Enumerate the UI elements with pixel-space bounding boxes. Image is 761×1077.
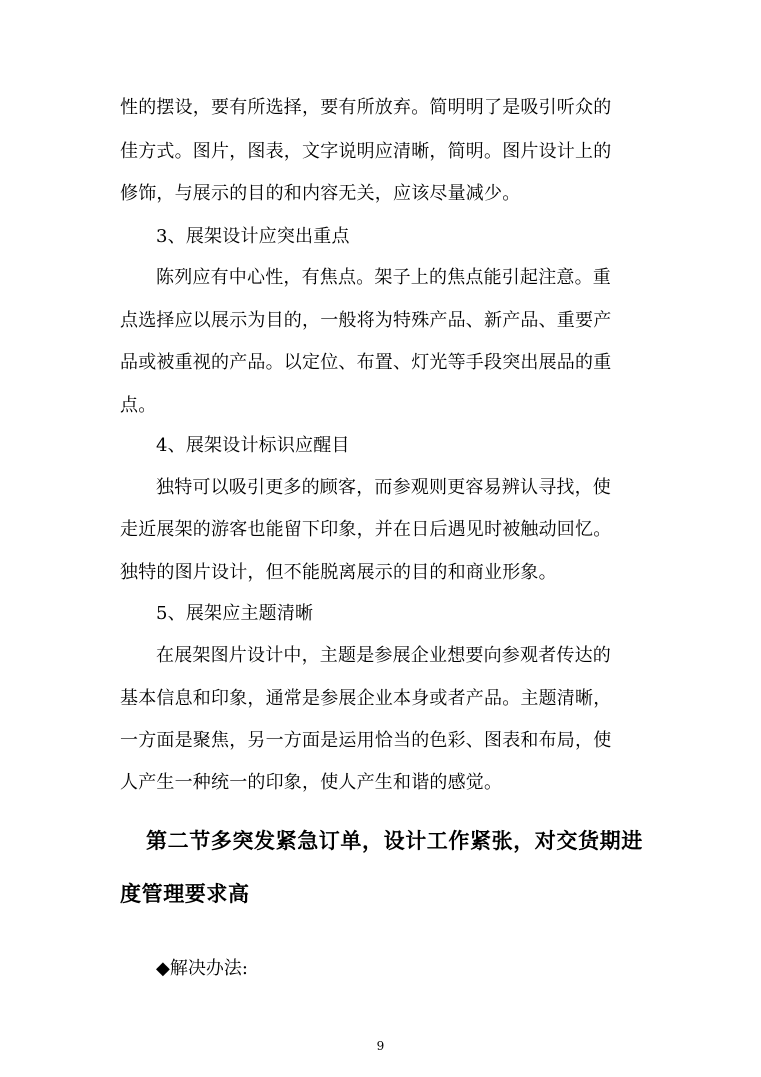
body-line: 走近展架的游客也能留下印象，并在日后遇见时被触动回忆。 (120, 519, 612, 540)
section-heading-line-1: 第二节多突发紧急订单，设计工作紧张，对交货期进 (146, 828, 643, 853)
body-line: 独特可以吸引更多的顾客，而参观则更容易辨认寻找，使 (156, 477, 611, 498)
body-line: 基本信息和印象，通常是参展企业本身或者产品。主题清晰， (120, 688, 612, 709)
body-line: 修饰，与展示的目的和内容无关，应该尽量减少。 (120, 183, 521, 204)
body-line: 独特的图片设计，但不能脱离展示的目的和商业形象。 (120, 562, 557, 583)
list-heading-4: 4、展架设计标识应醒目 (156, 435, 350, 456)
body-line: 人产生一种统一的印象，使人产生和谐的感觉。 (120, 772, 503, 793)
body-line: 点。 (120, 395, 157, 416)
body-line: 一方面是聚焦，另一方面是运用恰当的色彩、图表和布局，使 (120, 730, 612, 751)
body-line: 在展架图片设计中，主题是参展企业想要向参观者传达的 (156, 645, 611, 666)
page-number: 9 (376, 1039, 385, 1053)
body-line: 点选择应以展示为目的，一般将为特殊产品、新产品、重要产 (120, 310, 612, 331)
body-line: 品或被重视的产品。以定位、布置、灯光等手段突出展品的重 (120, 352, 612, 373)
body-line: 性的摆设，要有所选择，要有所放弃。简明明了是吸引听众的 (120, 97, 612, 118)
section-heading-line-2: 度管理要求高 (120, 881, 250, 906)
list-heading-5: 5、展架应主题清晰 (156, 603, 314, 624)
body-line: 佳方式。图片，图表，文字说明应清晰，简明。图片设计上的 (120, 141, 612, 162)
list-heading-3: 3、展架设计应突出重点 (156, 226, 350, 247)
bullet-item: ◆解决办法: (156, 958, 248, 979)
body-line: 陈列应有中心性，有焦点。架子上的焦点能引起注意。重 (156, 267, 611, 288)
